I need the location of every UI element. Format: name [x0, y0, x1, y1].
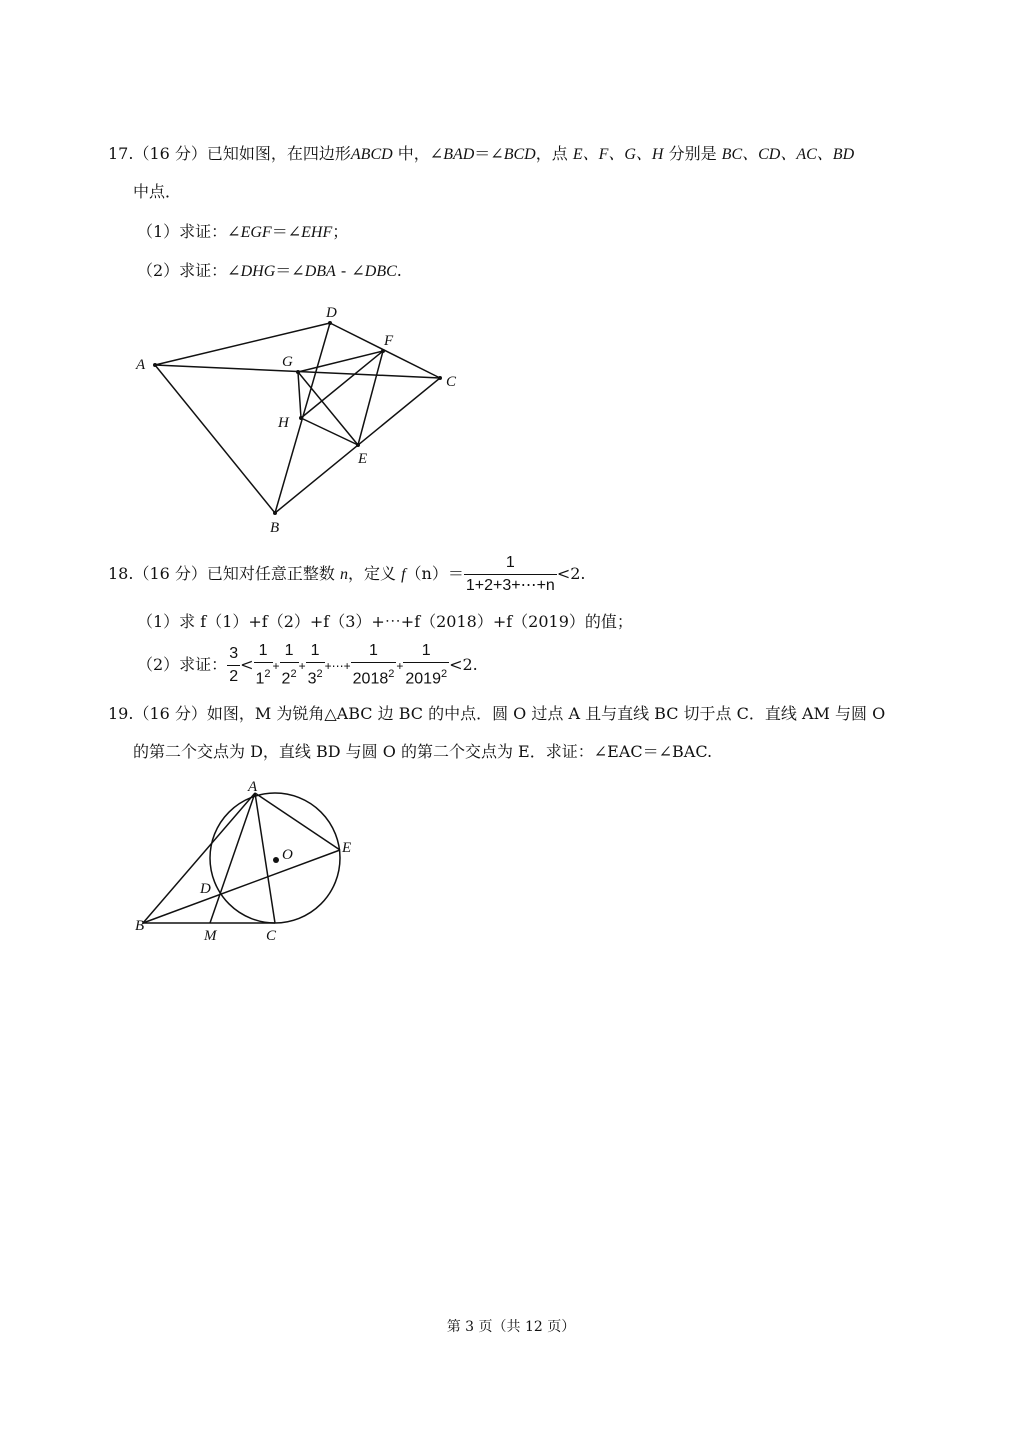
q18-frac-den: 2: [229, 668, 239, 685]
q17-text: 17.（16 分）已知如图，在四边形: [108, 144, 351, 163]
q17-p2-angle: DBA: [304, 263, 336, 280]
q18-frac-num: 3: [227, 643, 240, 666]
q17-p2-text: （2）求证：∠: [137, 261, 241, 280]
q18-term-num: 1: [403, 640, 449, 663]
q19-stem-line1: 19.（16 分）如图，M 为锐角△ABC 边 BC 的中点．圆 O 过点 A 且与直线 BC 切于点 C．直线 AM 与圆 O: [108, 704, 886, 723]
q17-seg-ad: [155, 323, 330, 365]
q18-var-n: n: [339, 566, 348, 583]
q19-seg-ba: [143, 793, 255, 923]
q17-label-d: D: [326, 305, 337, 321]
q17-dot-c: [438, 376, 442, 380]
q18-term-exp: 2: [440, 668, 448, 681]
q17-seg-fe: [358, 351, 383, 445]
q18-text: 18.（16 分）已知对任意正整数: [108, 564, 340, 583]
q17-angle-bad: BAD: [443, 146, 475, 163]
q17-angle-bcd: BCD: [503, 146, 536, 163]
q17-dot-f: [381, 349, 385, 353]
q17-p2-text: .: [396, 261, 402, 280]
q18-def-denominator: 1+2+3+⋯+n: [465, 577, 555, 594]
q18-term-base: 2: [281, 670, 291, 688]
q17-label-g: G: [282, 354, 293, 370]
q17-dot-a: [153, 363, 157, 367]
q18-term-2: [280, 640, 299, 690]
q17-seg-ab: [155, 365, 275, 513]
q18-term-exp: 2: [290, 668, 297, 681]
q18-term-exp: 2: [316, 668, 323, 681]
q18-end: <2.: [449, 655, 478, 674]
q17-p1-angle: EGF: [240, 224, 272, 241]
q18-plus: +: [298, 659, 306, 673]
q17-quad: ABCD: [350, 146, 393, 163]
q17-label-a: A: [136, 357, 146, 373]
q18-def-fraction: [464, 552, 557, 597]
q19-label-c: C: [266, 928, 277, 944]
page-footer: 第 3 页（共 12 页）: [446, 1319, 576, 1335]
q18-term-num: 1: [280, 640, 299, 663]
q17-p1-text: ；: [332, 222, 349, 241]
q17-part2: [137, 259, 402, 284]
q19-label-b: B: [135, 918, 145, 934]
q17-p2-text: ＝∠: [275, 261, 305, 280]
q18-term-den: [351, 663, 397, 690]
q17-stem-line2: 中点．: [133, 182, 182, 201]
q17-part1: [137, 220, 348, 245]
q17-segments: BC、CD、AC、BD: [721, 146, 855, 163]
q18-term-3: [306, 640, 325, 690]
q18-term-base: 3: [307, 670, 317, 688]
q19-label-o: O: [282, 847, 293, 863]
q18-plus: +: [396, 659, 404, 673]
q18-term-1: [254, 640, 273, 690]
q18-text: <2.: [556, 564, 586, 583]
q18-p2-text: （2）求证：: [137, 655, 228, 674]
q17-text: 中，∠: [392, 144, 444, 163]
q18-ellipsis: +⋯+: [324, 659, 351, 673]
q18-term-base: 2018: [352, 670, 389, 688]
q17-text: 分别是: [663, 144, 722, 163]
q17-stem-line1: [108, 142, 854, 167]
q17-label-c: C: [446, 374, 457, 390]
q17-figure: [130, 300, 470, 540]
q17-dot-h: [299, 416, 303, 420]
q17-dot-e: [356, 443, 360, 447]
q19-seg-am: [210, 793, 255, 923]
q19-seg-ac: [255, 793, 275, 923]
q18-term-2018: [351, 640, 397, 690]
q17-label-f: F: [384, 333, 394, 349]
q17-p2-angle: DBC: [364, 263, 397, 280]
q17-p2-angle: DHG: [240, 263, 276, 280]
q18-plus: +: [272, 659, 280, 673]
q18-term-num: 1: [254, 640, 273, 663]
q18-term-base: 2019: [405, 670, 441, 688]
q18-term-den: [306, 663, 325, 690]
q18-term-den: [254, 663, 273, 690]
q18-term-den: [280, 663, 299, 690]
q17-p1-text: ＝∠: [271, 222, 302, 241]
q17-text: ＝∠: [474, 144, 504, 163]
q17-seg-dc: [330, 323, 440, 378]
q17-label-e: E: [358, 451, 368, 467]
q17-seg-he: [301, 418, 358, 445]
q18-def-numerator: 1: [464, 552, 557, 575]
q19-figure: [130, 778, 370, 948]
q18-part1: （1）求 f（1）+f（2）+f（3）+⋯+f（2018）+f（2019）的值；: [137, 612, 633, 631]
q17-p2-text: - ∠: [335, 261, 365, 280]
q18-text: （n）＝: [405, 564, 464, 583]
q17-label-h: H: [278, 415, 289, 431]
q17-p1-text: （1）求证：∠: [137, 222, 241, 241]
q19-label-d: D: [200, 881, 211, 897]
q17-points: E、F、G、H: [572, 146, 664, 163]
q19-label-e: E: [342, 840, 352, 856]
q18-term-2019: [403, 640, 449, 690]
q18-func-f: f: [401, 566, 406, 583]
q19-center-dot: [273, 857, 279, 863]
q18-term-base: 1: [255, 670, 265, 688]
q18-text: ，定义: [347, 564, 402, 583]
q18-lt: <: [240, 655, 254, 674]
q17-seg-gh: [298, 372, 301, 418]
q18-frac-3-2: [227, 643, 240, 688]
q17-text: ，点: [535, 144, 573, 163]
q18-stem: [108, 551, 585, 598]
q17-label-b: B: [270, 520, 280, 536]
q19-label-a: A: [248, 779, 258, 795]
q17-dot-d: [328, 321, 332, 325]
q19-label-m: M: [204, 928, 217, 944]
q19-seg-ae: [255, 793, 340, 850]
q18-term-den: [403, 663, 449, 690]
q18-term-exp: 2: [264, 668, 271, 681]
q18-term-num: 1: [351, 640, 397, 663]
q19-stem-line2: 的第二个交点为 D，直线 BD 与圆 O 的第二个交点为 E．求证：∠EAC＝∠BAC.: [133, 742, 713, 761]
q17-dot-g: [296, 370, 300, 374]
q18-term-exp: 2: [388, 668, 395, 681]
q17-dot-b: [273, 511, 277, 515]
q18-term-num: 1: [306, 640, 325, 663]
q17-seg-ge: [298, 372, 358, 445]
q17-p1-angle: EHF: [301, 224, 333, 241]
q18-part2: [137, 640, 478, 691]
